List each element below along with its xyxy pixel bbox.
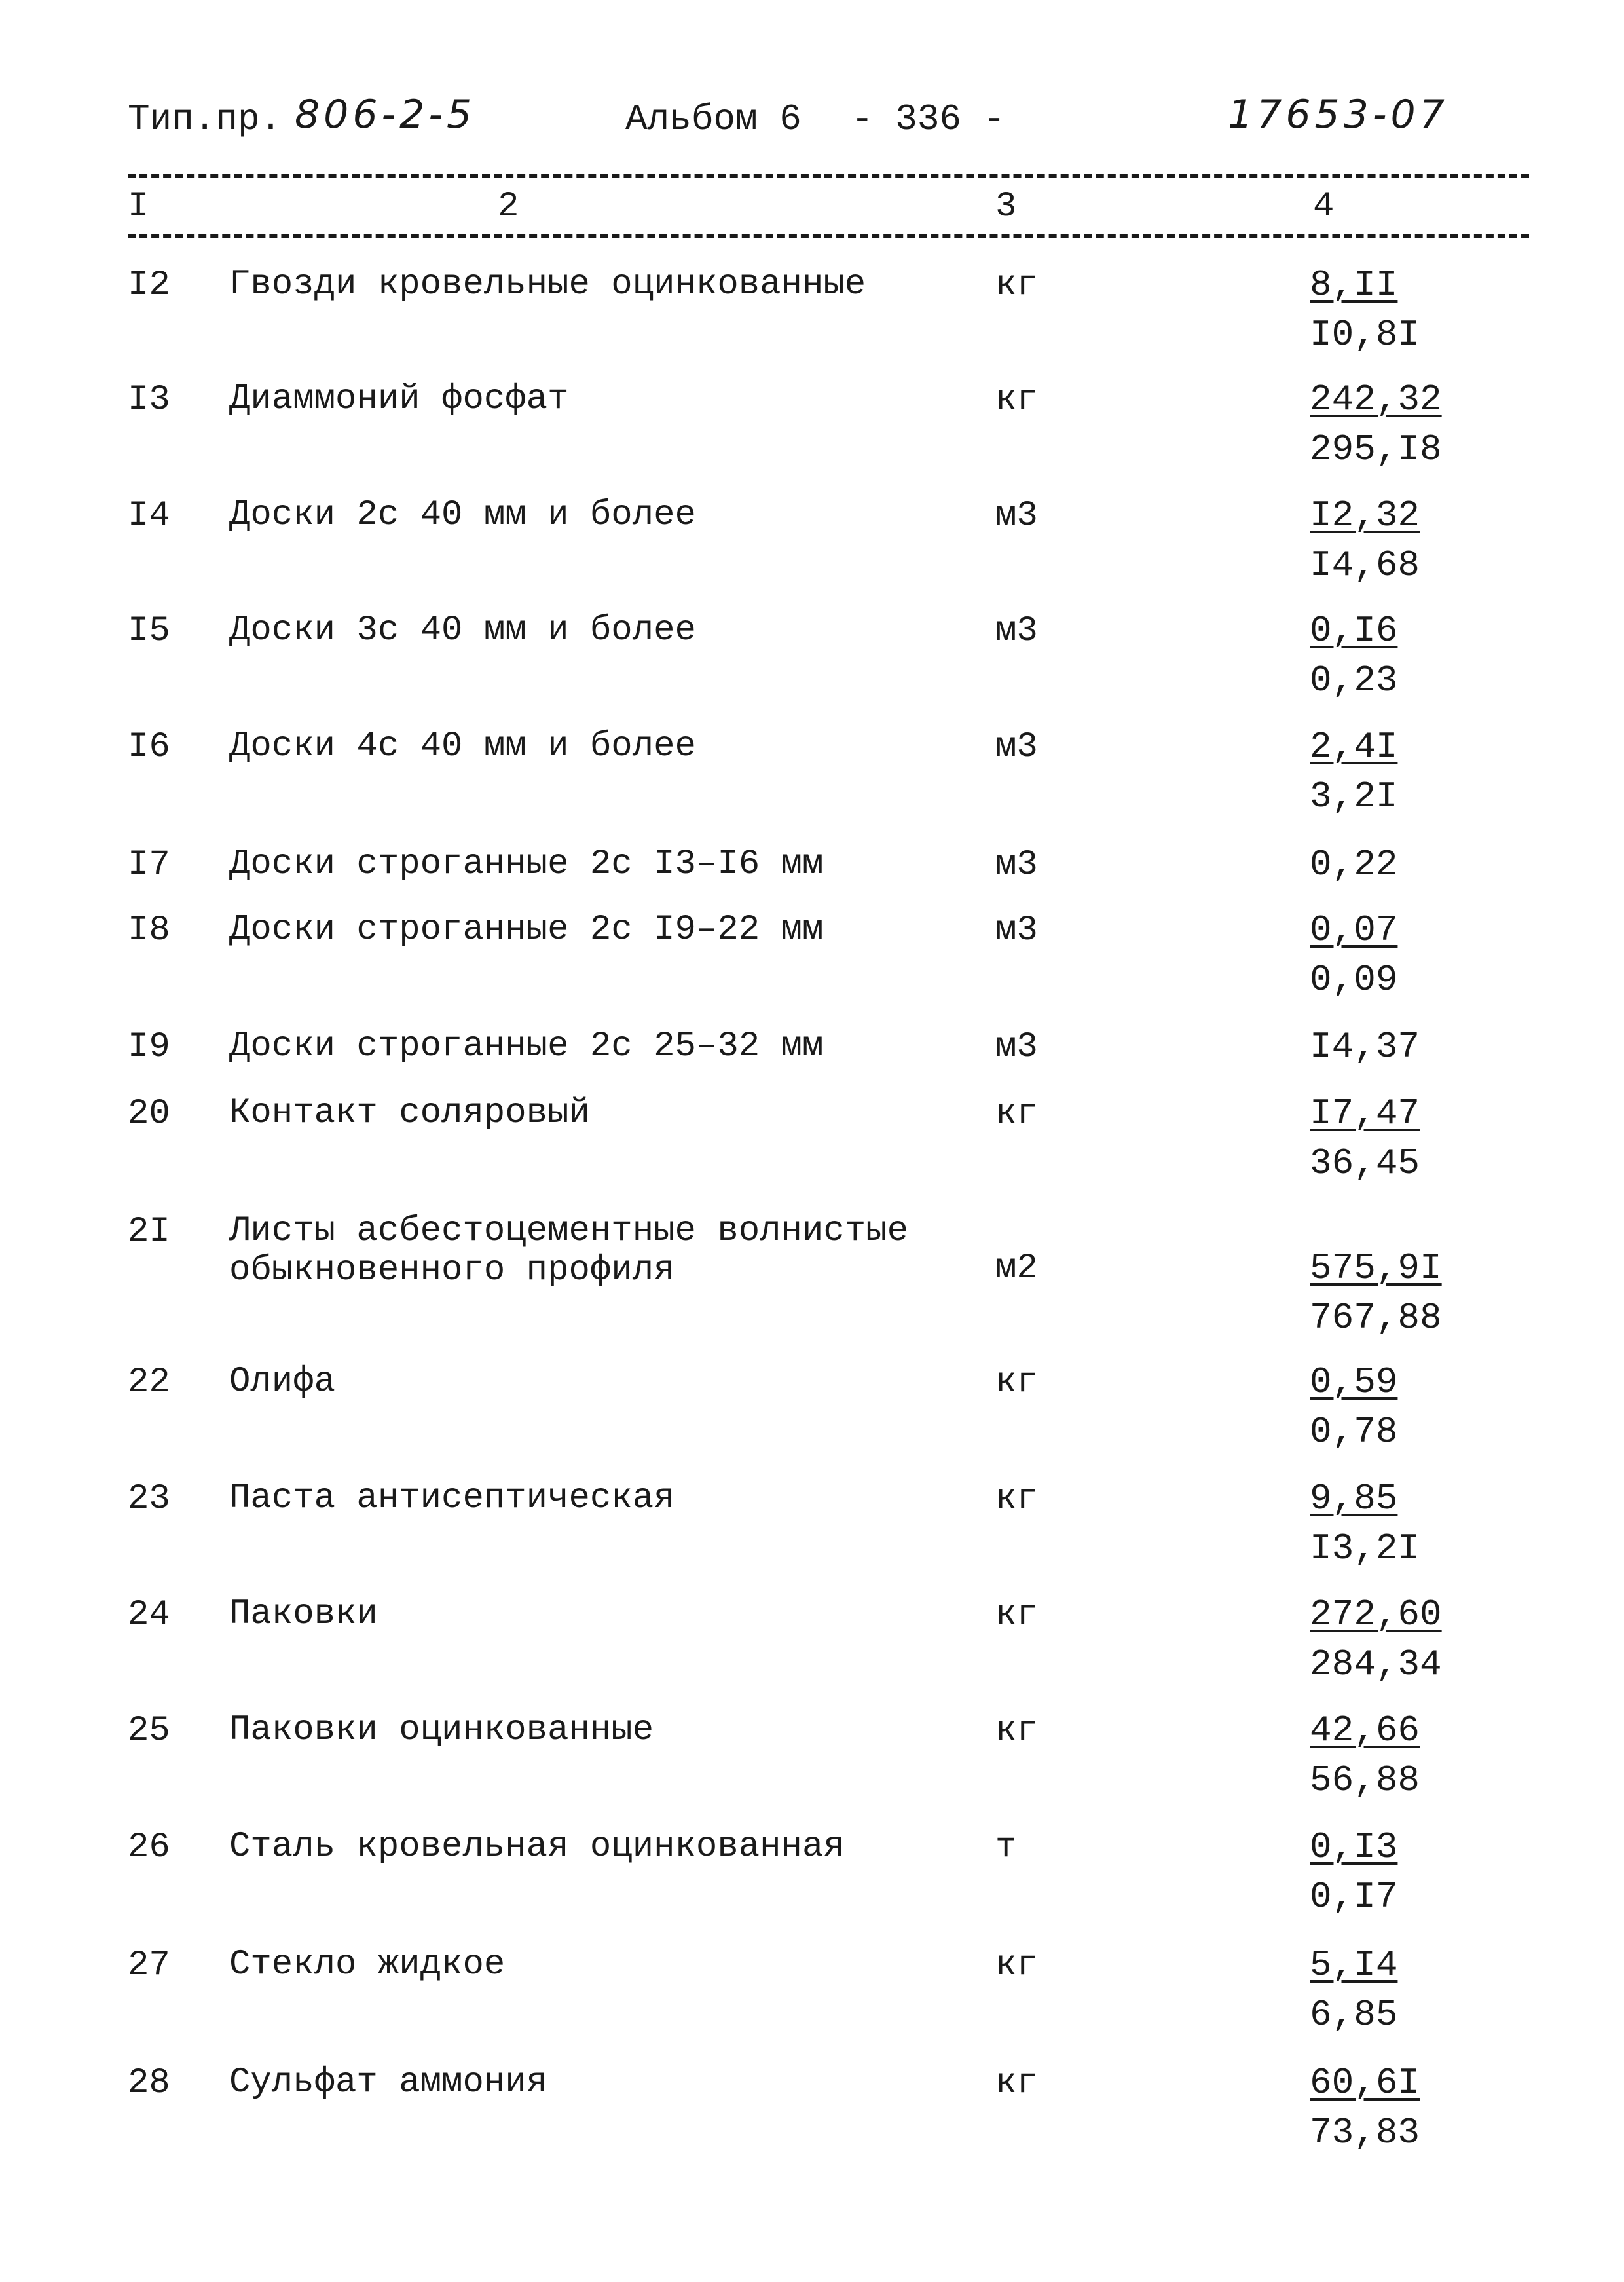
material-name — [229, 727, 696, 766]
unit: кг — [995, 1945, 1038, 1985]
column-header-1: I — [128, 187, 149, 227]
row-number: I4 — [128, 496, 170, 536]
quantity-denominator: I4,68 — [1310, 544, 1420, 586]
material-name — [229, 1027, 823, 1066]
quantity-numerator: 42,66 — [1310, 1710, 1420, 1751]
row-number: 27 — [128, 1945, 170, 1985]
material-name-line: Контакт соляровый — [229, 1093, 590, 1133]
material-name-line: Олифа — [229, 1362, 336, 1402]
row-number: I6 — [128, 727, 170, 767]
type-project-label: Тип.пр. — [128, 98, 282, 140]
quantity-numerator: 9,85 — [1310, 1478, 1398, 1520]
unit: кг — [995, 1479, 1038, 1519]
quantity-numerator: 0,22 — [1310, 844, 1398, 886]
row-number: 22 — [128, 1362, 170, 1402]
quantity-denominator: 284,34 — [1310, 1643, 1442, 1685]
unit: кг — [995, 2063, 1038, 2103]
quantity-denominator: 56,88 — [1310, 1759, 1420, 1801]
quantity-numerator: 272,60 — [1310, 1594, 1442, 1636]
quantity — [1310, 1357, 1397, 1457]
type-project-number: 806-2-5 — [295, 92, 476, 138]
material-name-line: Доски строганные 2с 25–32 мм — [229, 1026, 824, 1066]
quantity-denominator: 36,45 — [1310, 1142, 1420, 1184]
material-name-line: Доски строганные 2с I9–22 мм — [229, 910, 824, 950]
material-name-line: Доски 2с 40 мм и более — [229, 495, 696, 535]
row-number: I8 — [128, 910, 170, 950]
material-name — [229, 1094, 590, 1133]
quantity — [1310, 840, 1397, 889]
material-name — [229, 2063, 547, 2103]
unit: кг — [995, 1595, 1038, 1635]
quantity-numerator: I7,47 — [1310, 1093, 1420, 1134]
quantity-numerator: 2,4I — [1310, 726, 1398, 768]
quantity — [1310, 1822, 1397, 1922]
row-number: I7 — [128, 845, 170, 885]
quantity — [1310, 606, 1397, 705]
row-number: 26 — [128, 1827, 170, 1867]
quantity-numerator: 575,9I — [1310, 1247, 1442, 1289]
material-name-line: Доски 3с 40 мм и более — [229, 610, 696, 650]
quantity-denominator: 0,09 — [1310, 959, 1398, 1001]
unit: м3 — [995, 727, 1038, 767]
quantity-denominator: 6,85 — [1310, 1994, 1398, 2036]
quantity — [1310, 2058, 1420, 2158]
row-number: I5 — [128, 611, 170, 651]
page-number: - 336 - — [851, 98, 1006, 140]
material-name-line: Диаммоний фосфат — [229, 379, 569, 419]
header-bottom-rule — [128, 234, 1529, 238]
quantity — [1310, 1243, 1442, 1343]
material-name — [229, 265, 866, 305]
unit: кг — [995, 1711, 1038, 1751]
quantity-numerator: 5,I4 — [1310, 1944, 1398, 1986]
material-name-line: Паковки — [229, 1594, 378, 1634]
material-name — [229, 1595, 378, 1634]
quantity-numerator: 0,07 — [1310, 909, 1398, 951]
quantity — [1310, 905, 1397, 1005]
quantity — [1310, 375, 1442, 474]
row-number: 20 — [128, 1094, 170, 1134]
material-name-line: обыкновенного профиля — [229, 1250, 675, 1290]
material-name — [229, 380, 568, 419]
quantity-numerator: 242,32 — [1310, 379, 1442, 421]
quantity — [1310, 1022, 1420, 1072]
unit: м2 — [995, 1248, 1038, 1288]
unit: м3 — [995, 1027, 1038, 1067]
quantity-numerator: 0,I6 — [1310, 610, 1398, 652]
column-header-3: 3 — [995, 187, 1017, 227]
quantity — [1310, 1089, 1420, 1188]
material-name-line: Паста антисептическая — [229, 1478, 675, 1518]
material-name — [229, 910, 823, 950]
quantity-denominator: 0,I7 — [1310, 1876, 1398, 1918]
row-number: I9 — [128, 1027, 170, 1067]
quantity-denominator: 3,2I — [1310, 776, 1398, 817]
quantity — [1310, 1474, 1420, 1573]
quantity-denominator: 73,83 — [1310, 2112, 1420, 2154]
unit: м3 — [995, 845, 1038, 885]
quantity-numerator: I4,37 — [1310, 1026, 1420, 1068]
row-number: 28 — [128, 2063, 170, 2103]
quantity-numerator: 60,6I — [1310, 2062, 1420, 2104]
material-name-line: Доски 4с 40 мм и более — [229, 726, 696, 766]
quantity-denominator: 0,23 — [1310, 660, 1398, 701]
column-header-4: 4 — [1313, 187, 1335, 227]
material-name — [229, 1479, 675, 1518]
quantity-denominator: 0,78 — [1310, 1411, 1398, 1453]
material-name-line: Доски строганные 2с I3–I6 мм — [229, 844, 824, 884]
row-number: 25 — [128, 1711, 170, 1751]
material-name — [229, 1827, 845, 1867]
page-header — [128, 92, 1542, 151]
material-name — [229, 1711, 654, 1750]
material-name-line: Стекло жидкое — [229, 1945, 506, 1985]
quantity — [1310, 1590, 1442, 1689]
quantity-denominator: 295,I8 — [1310, 428, 1442, 470]
document-number: 17653-07 — [1228, 92, 1449, 138]
row-number: 24 — [128, 1595, 170, 1635]
material-name — [229, 1362, 335, 1402]
material-name — [229, 611, 696, 650]
quantity-denominator: I0,8I — [1310, 314, 1420, 356]
quantity-denominator: I3,2I — [1310, 1527, 1420, 1569]
material-name-line: Гвозди кровельные оцинкованные — [229, 265, 866, 305]
header-top-rule — [128, 174, 1529, 178]
unit: кг — [995, 1362, 1038, 1402]
unit: м3 — [995, 496, 1038, 536]
quantity-numerator: I2,32 — [1310, 495, 1420, 536]
material-name — [229, 1212, 908, 1290]
quantity — [1310, 1706, 1420, 1805]
material-name-line: Листы асбестоцементные волнистые — [229, 1211, 908, 1251]
album-label: Альбом 6 — [625, 98, 802, 140]
quantity-numerator: 0,59 — [1310, 1361, 1398, 1403]
material-name-line: Сталь кровельная оцинкованная — [229, 1827, 845, 1867]
quantity-numerator: 0,I3 — [1310, 1826, 1398, 1868]
material-name — [229, 845, 823, 884]
unit: м3 — [995, 910, 1038, 950]
quantity-denominator: 767,88 — [1310, 1297, 1442, 1339]
quantity — [1310, 260, 1420, 360]
column-header-2: 2 — [498, 187, 519, 227]
material-name — [229, 496, 696, 535]
row-number: 2I — [128, 1212, 170, 1252]
row-number: I3 — [128, 380, 170, 420]
unit: т — [995, 1827, 1017, 1867]
row-number: I2 — [128, 265, 170, 305]
unit: кг — [995, 1094, 1038, 1134]
unit: кг — [995, 380, 1038, 420]
material-name — [229, 1945, 505, 1985]
quantity-numerator: 8,II — [1310, 264, 1398, 306]
material-name-line: Сульфат аммония — [229, 2063, 548, 2103]
quantity — [1310, 722, 1397, 821]
material-name-line: Паковки оцинкованные — [229, 1710, 654, 1750]
unit: м3 — [995, 611, 1038, 651]
quantity — [1310, 491, 1420, 590]
unit: кг — [995, 265, 1038, 305]
quantity — [1310, 1940, 1397, 2040]
row-number: 23 — [128, 1479, 170, 1519]
